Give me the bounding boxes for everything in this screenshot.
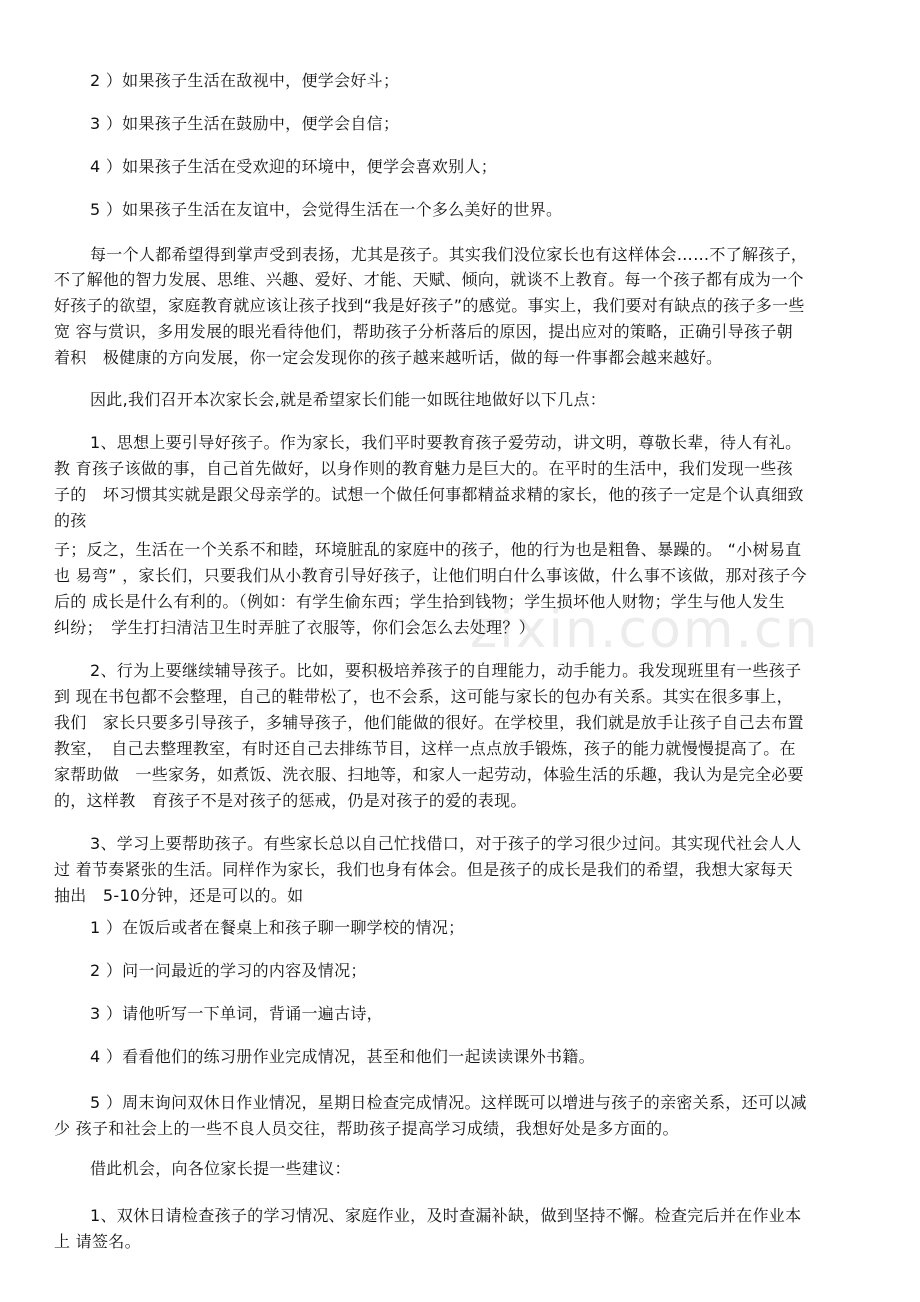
point-2-line: 2、行为上要继续辅导孩子。比如，要积极培养孩子的自理能力，动手能力。我发现班里有一些孩子 (90, 661, 802, 680)
intro-line: 因此,我们召开本次家长会,就是希望家长们能一如既往地做好以下几点： (90, 390, 607, 409)
point-3-line: 3、学习上要帮助孩子。有些家长总以自己忙找借口，对于孩子的学习很少过问。其实现代社会人人 (90, 834, 802, 853)
sub-item-5: 少 孩子和社会上的一些不良人员交往，帮助孩子提高学习成绩，我想好处是多方面的。 (54, 1119, 679, 1138)
point-1-line: 教 育孩子该做的事，自己首先做好，以身作则的教育魅力是巨大的。在平时的生活中，我们发现一些孩 (54, 459, 793, 478)
suggestion-1: 上 请签名。 (54, 1232, 141, 1251)
suggestion-1: 1、双休日请检查孩子的学习情况、家庭作业，及时查漏补缺，做到坚持不懈。检查完后并在作业本 (90, 1206, 802, 1225)
point-2-line: 到 现在书包都不会整理，自己的鞋带松了，也不会系，这可能与家长的包办有关系。其实在很多事上， (54, 687, 793, 706)
list-item-4: 4 ）如果孩子生活在受欢迎的环境中，便学会喜欢别人； (90, 157, 498, 176)
list-item-2: 2 ）如果孩子生活在敌视中，便学会好斗； (90, 71, 400, 90)
point-3-line: 过 着节奏紧张的生活。同样作为家长，我们也身有体会。但是孩子的成长是我们的希望，我想大家每天 (54, 860, 793, 879)
list-item-5: 5 ）如果孩子生活在友谊中，会觉得生活在一个多么美好的世界。 (90, 200, 563, 219)
point-1-line: 子的 坏习惯其实就是跟父母亲学的。试想一个做任何事都精益求精的家长，他的孩子一定是个认真细致 (54, 485, 804, 504)
watermark: zixin.com.cn (470, 600, 820, 660)
point-1-line: 纠纷； 学生打扫清洁卫生时弄脏了衣服等，你们会怎么去处理？） (54, 618, 536, 637)
point-1-line: 子；反之，生活在一个关系不和睦，环境脏乱的家庭中的孩子，他的行为也是粗鲁、暴躁的。 “小树易直 (54, 540, 802, 559)
point-1-line: 1、思想上要引导好孩子。作为家长，我们平时要教育孩子爱劳动，讲文明，尊敬长辈，待人有礼。 (90, 433, 802, 452)
point-2-line: 家帮助做 一些家务，如煮饭、洗衣服、扫地等，和家人一起劳动，体验生活的乐趣，我认为是完全必要 (54, 765, 804, 784)
paragraph-line: 宽 容与赏识，多用发展的眼光看待他们，帮助孩子分析落后的原因，提出应对的策略，正确引导孩子朝 (54, 322, 793, 341)
paragraph-line: 着积 极健康的方向发展，你一定会发现你的孩子越来越听话，做的每一件事都会越来越好。 (54, 348, 723, 367)
sub-item-3: 3 ）请他听写一下单词，背诵一遍古诗， (90, 1004, 383, 1023)
list-item-3: 3 ）如果孩子生活在鼓励中，便学会自信； (90, 114, 400, 133)
point-1-line: 也 易弯” ，家长们，只要我们从小教育引导好孩子，让他们明白什么事该做，什么事不该做，那对孩子今 (54, 566, 807, 585)
paragraph-line: 不了解他的智力发展、思维、兴趣、爱好、才能、天赋、倾向，就谈不上教育。每一个孩子都有成为一个 (54, 270, 804, 289)
sub-item-5: 5 ）周末询问双休日作业情况，星期日检查完成情况。这样既可以增进与孩子的亲密关系，还可以减 (90, 1093, 807, 1112)
paragraph-line: 好孩子的欲望，家庭教育就应该让孩子找到“我是好孩子”的感觉。事实上，我们要对有缺点的孩子多一些 (54, 296, 805, 315)
point-3-line: 抽出 5-10分钟，还是可以的。如 (54, 886, 304, 905)
point-2-line: 我们 家长只要多引导孩子，多辅导孩子，他们能做的很好。在学校里，我们就是放手让孩子自己去布置 (54, 713, 804, 732)
sub-item-4: 4 ）看看他们的练习册作业完成情况，甚至和他们一起读读课外书籍。 (90, 1047, 595, 1066)
suggestion-intro: 借此机会，向各位家长提一些建议： (90, 1159, 351, 1178)
sub-item-2: 2 ）问一问最近的学习的内容及情况； (90, 961, 367, 980)
point-2-line: 教室， 自己去整理教室，有时还自己去排练节目，这样一点点放手锻炼，孩子的能力就慢慢提高了。在 (54, 739, 796, 758)
point-1-line: 后的 成长是什么有利的。（例如：有学生偷东西；学生拾到钱物；学生损坏他人财物；学生与他人发生 (54, 592, 785, 611)
paragraph-line: 每一个人都希望得到掌声受到表扬，尤其是孩子。其实我们没位家长也有这样体会……不了解孩子， (90, 245, 808, 264)
point-1-line: 的孩 (54, 511, 87, 530)
sub-item-1: 1 ）在饭后或者在餐桌上和孩子聊一聊学校的情况； (90, 918, 465, 937)
point-2-line: 的，这样教 育孩子不是对孩子的惩戒，仍是对孩子的爱的表现。 (54, 791, 527, 810)
